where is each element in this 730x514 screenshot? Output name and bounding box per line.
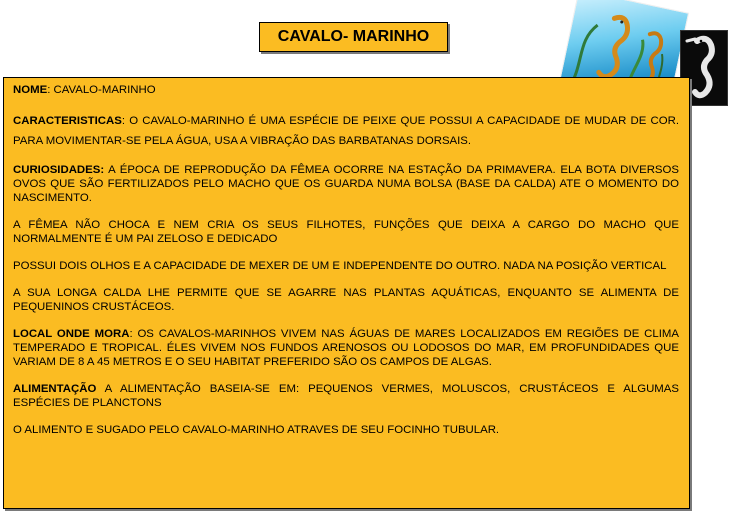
curiosidades-text: A ÉPOCA DE REPRODUÇÃO DA FÊMEA OCORRE NA ESTAÇÃO DA PRIMAVERA. ELA BOTA DIVERSOS OVOS QUE SÃO FERTILIZADOS PELO MACHO QUE OS GUARDA NUMA BOLSA (BASE DA CALDA) ATE O MOMENTO DO NASCIMENTO. [13, 164, 679, 204]
alimentacao-paragraph [13, 382, 679, 410]
alimentacao-label: ALIMENTAÇÃO [13, 383, 97, 395]
local-label: LOCAL ONDE MORA [13, 328, 130, 340]
sugado-paragraph: O ALIMENTO E SUGADO PELO CAVALO-MARINHO ATRAVES DE SEU FOCINHO TUBULAR. [13, 424, 500, 436]
local-paragraph [13, 327, 679, 369]
nome-label: NOME [13, 84, 48, 96]
femea-paragraph: A FÊMEA NÃO CHOCA E NEM CRIA OS SEUS FILHOTES, FUNÇÕES QUE DEIXA A CARGO DO MACHO QUE NORMALMENTE É UM PAI ZELOSO E DEDICADO [13, 219, 679, 245]
caracteristicas-label: CARACTERISTICAS [13, 115, 122, 127]
calda-paragraph: A SUA LONGA CALDA LHE PERMITE QUE SE AGARRE NAS PLANTAS AQUÁTICAS, ENQUANTO SE ALIMENTA DE PEQUENINOS CRUSTÁCEOS. [13, 287, 679, 313]
info-card [3, 77, 690, 509]
caracteristicas-text: : O CAVALO-MARINHO É UMA ESPÉCIE DE PEIXE QUE POSSUI A CAPACIDADE DE MUDAR DE COR. PARA MOVIMENTAR-SE PELA ÁGUA, USA A VIBRAÇÃO DAS BARBATANAS DORSAIS. [13, 115, 679, 147]
olhos-paragraph: POSSUI DOIS OLHOS E A CAPACIDADE DE MEXER DE UM E INDEPENDENTE DO OUTRO. NADA NA POSIÇÃO VERTICAL [13, 260, 667, 272]
local-text: : OS CAVALOS-MARINHOS VIVEM NAS ÁGUAS DE MARES LOCALIZADOS EM REGIÕES DE CLIMA TEMPERADO E TROPICAL. ÉLES VIVEM NOS FUNDOS ARENOSOS OU LODOSOS DO MAR, EM PROFUNDIDADES QUE VARIAM DE 8 A 45 METROS E O SEU HABITAT PREFERIDO SÃO OS CAMPOS DE ALGAS. [13, 328, 679, 368]
nome-text: : CAVALO-MARINHO [47, 84, 156, 96]
alimentacao-text: A ALIMENTAÇÃO BASEIA-SE EM: PEQUENOS VERMES, MOLUSCOS, CRUSTÁCEOS E ALGUMAS ESPÉCIES DE PLANCTONS [13, 383, 679, 409]
curiosidades-paragraph [13, 163, 679, 205]
caracteristicas-paragraph [13, 111, 679, 151]
curiosidades-label: CURIOSIDADES: [13, 164, 105, 176]
page-title: CAVALO- MARINHO [259, 22, 448, 52]
nome-paragraph [13, 83, 679, 97]
